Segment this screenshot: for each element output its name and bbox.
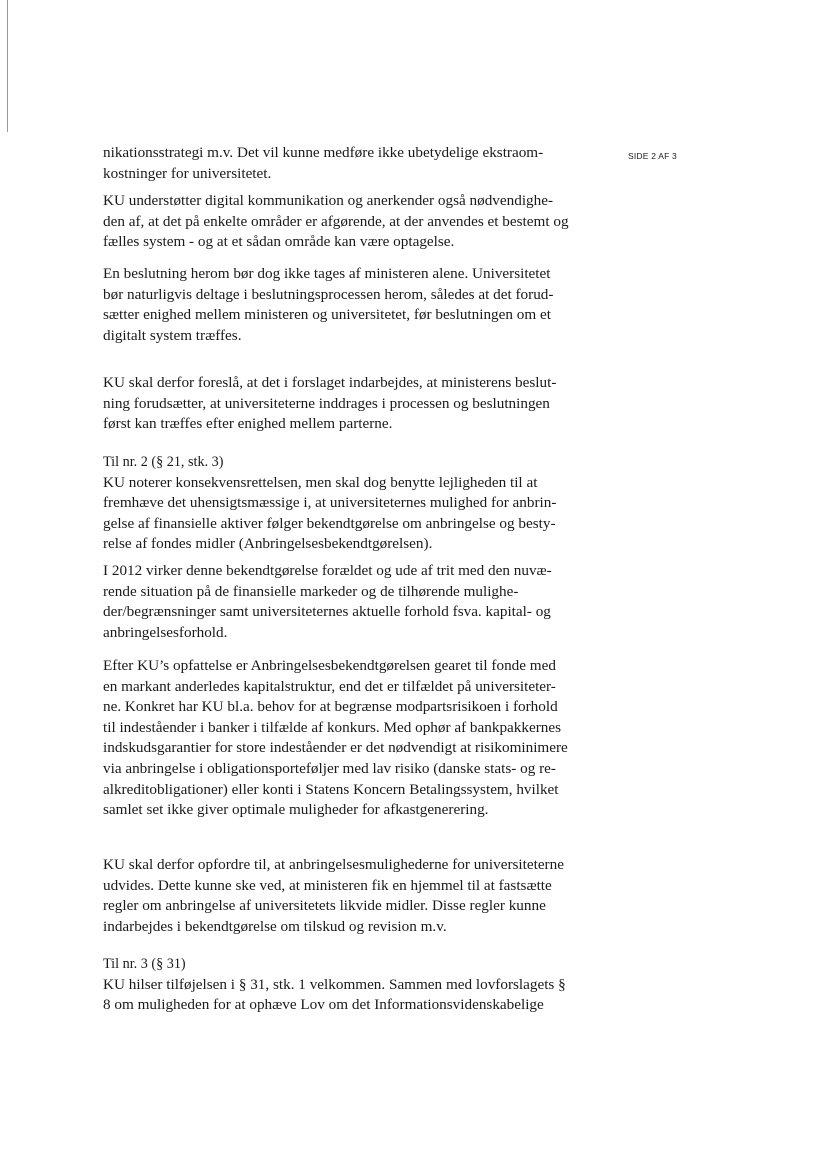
- text-line: En beslutning herom bør dog ikke tages af ministeren alene. Universitetet: [103, 265, 551, 282]
- text-line: 8 om muligheden for at ophæve Lov om det Informationsvidenskabelige: [103, 996, 544, 1014]
- paragraph-9: [103, 954, 613, 1016]
- paragraph-7: [103, 656, 613, 821]
- text-line: til indeståender i banker i tilfælde af konkurs. Med ophør af bankpakkernes: [103, 718, 562, 736]
- paragraph-4: [103, 373, 613, 435]
- text-line: KU skal derfor opfordre til, at anbringelsesmulighederne for universiteterne: [103, 856, 564, 873]
- section-heading: Til nr. 2 (§ 21, stk. 3): [103, 454, 224, 470]
- section-heading: Til nr. 3 (§ 31): [103, 956, 186, 972]
- text-line: ning forudsætter, at universiteterne inddrages i processen og beslutningen: [103, 394, 550, 412]
- text-line: Efter KU’s opfattelse er Anbringelsesbekendtgørelsen gearet til fonde med: [103, 657, 556, 674]
- text-line: anbringelsesforhold.: [103, 623, 228, 641]
- text-line: KU skal derfor foreslå, at det i forslaget indarbejdes, at ministerens beslut-: [103, 374, 557, 391]
- paragraph-2: [103, 191, 613, 253]
- text-line: fælles system - og at et sådan område kan være optagelse.: [103, 233, 455, 251]
- text-line: en markant anderledes kapitalstruktur, end det er tilfældet på universiteter-: [103, 677, 556, 695]
- text-line: I 2012 virker denne bekendtgørelse forældet og ude af trit med den nuvæ-: [103, 562, 552, 579]
- page-number: SIDE 2 AF 3: [628, 151, 677, 161]
- paragraph-6: [103, 561, 613, 643]
- text-line: kostninger for universitetet.: [103, 164, 272, 182]
- text-line: sætter enighed mellem ministeren og universitetet, før beslutningen om et: [103, 306, 551, 324]
- paragraph-8: [103, 855, 613, 937]
- text-line: ne. Konkret har KU bl.a. behov for at begrænse modpartsrisikoen i forhold: [103, 698, 558, 716]
- text-line: først kan træffes efter enighed mellem parterne.: [103, 415, 393, 433]
- paragraph-5: [103, 452, 613, 555]
- text-line: gelse af finansielle aktiver følger bekendtgørelse om anbringelse og besty-: [103, 514, 556, 532]
- paragraph-3: [103, 264, 613, 346]
- text-line: digitalt system træffes.: [103, 326, 242, 344]
- page-edge-line: [7, 0, 8, 132]
- text-line: KU noterer konsekvensrettelsen, men skal dog benytte lejligheden til at: [103, 473, 538, 491]
- text-line: der/begrænsninger samt universiteternes aktuelle forhold fsva. kapital- og: [103, 603, 551, 621]
- text-line: relse af fondes midler (Anbringelsesbekendtgørelsen).: [103, 535, 433, 553]
- text-line: bør naturligvis deltage i beslutningsprocessen herom, således at det forud-: [103, 285, 554, 303]
- text-line: den af, at det på enkelte områder er afgørende, at der anvendes et bestemt og: [103, 212, 569, 230]
- text-line: KU hilser tilføjelsen i § 31, stk. 1 velkommen. Sammen med lovforslagets §: [103, 975, 566, 993]
- text-line: alkreditobligationer) eller konti i Statens Koncern Betalingssystem, hvilket: [103, 780, 559, 798]
- text-line: via anbringelse i obligationsporteføljer med lav risiko (danske stats- og re-: [103, 759, 556, 777]
- text-line: nikationsstrategi m.v. Det vil kunne medføre ikke ubetydelige ekstraom-: [103, 144, 544, 161]
- text-line: indskudsgarantier for store indeståender er det nødvendigt at risikominimere: [103, 739, 568, 757]
- text-line: fremhæve det uhensigtsmæssige i, at universiteternes mulighed for anbrin-: [103, 494, 557, 512]
- text-line: indarbejdes i bekendtgørelse om tilskud og revision m.v.: [103, 917, 447, 935]
- text-line: KU understøtter digital kommunikation og anerkender også nødvendighe-: [103, 192, 554, 209]
- text-line: samlet set ikke giver optimale muligheder for afkastgenerering.: [103, 801, 489, 819]
- text-line: udvides. Dette kunne ske ved, at ministeren fik en hjemmel til at fastsætte: [103, 876, 552, 894]
- text-line: regler om anbringelse af universitetets likvide midler. Disse regler kunne: [103, 897, 546, 915]
- paragraph-1: [103, 143, 613, 184]
- text-line: rende situation på de finansielle markeder og de tilhørende mulighe-: [103, 582, 519, 600]
